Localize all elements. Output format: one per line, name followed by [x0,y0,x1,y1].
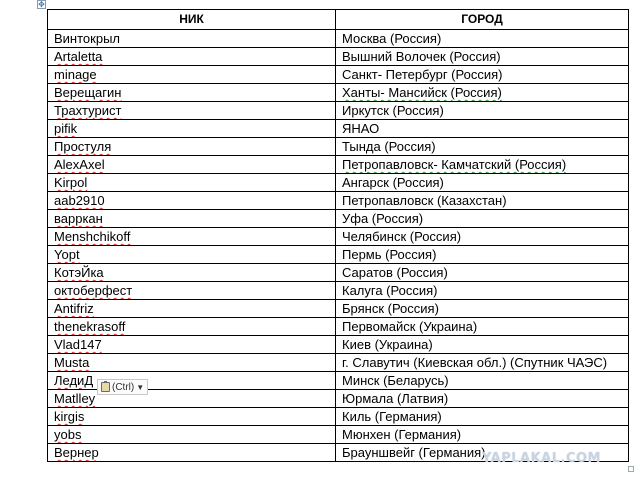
city-text: Мюнхен (Германия) [342,427,462,442]
table-row [48,174,629,192]
cell-city[interactable] [336,120,629,138]
city-text: Ангарск (Россия) [342,175,444,190]
watermark: YAPLAKAL.COM [482,451,601,466]
table-row [48,318,629,336]
city-text: Иркутск (Россия) [342,103,444,118]
nick-text: thenekrasoff [54,319,126,334]
city-text: Калуга (Россия) [342,283,438,298]
nick-text: Matlley [54,391,96,406]
cell-nick[interactable] [48,336,336,354]
cell-nick[interactable] [48,426,336,444]
cell-city[interactable] [336,84,629,102]
cell-nick[interactable] [48,174,336,192]
paste-options-label: (Ctrl) [112,381,135,393]
city-text: Санкт- Петербург (Россия) [342,67,503,82]
city-text: Пермь (Россия) [342,247,437,262]
cell-nick[interactable] [48,282,336,300]
city-text: Киев (Украина) [342,337,433,352]
city-text: Петропавловск (Казахстан) [342,193,507,208]
table-row [48,138,629,156]
cell-nick[interactable] [48,120,336,138]
table-resize-handle[interactable] [628,466,634,472]
nick-text: варркан [54,211,103,226]
table-row [48,48,629,66]
cell-nick[interactable] [48,408,336,426]
city-text: ЯНАО [342,121,380,136]
city-text: Москва (Россия) [342,31,442,46]
table-row [48,66,629,84]
table-row [48,282,629,300]
cell-nick[interactable] [48,444,336,462]
four-way-arrow-icon: ✥ [38,0,45,9]
city-text: Тында (Россия) [342,139,436,154]
table-row [48,102,629,120]
cell-nick[interactable] [48,156,336,174]
table-row [48,336,629,354]
cell-city[interactable] [336,282,629,300]
cell-city[interactable] [336,48,629,66]
table-row [48,210,629,228]
nick-text: Kirpol [54,175,88,190]
city-text: Брянск (Россия) [342,301,439,316]
cell-city[interactable] [336,210,629,228]
cell-nick[interactable] [48,192,336,210]
nick-text: kirgis [54,409,85,424]
triangle-down-icon: ▼ [136,382,145,392]
cell-nick[interactable] [48,102,336,120]
cell-nick[interactable] [48,84,336,102]
cell-city[interactable] [336,66,629,84]
cell-nick[interactable] [48,246,336,264]
cell-nick[interactable] [48,228,336,246]
nick-text: Antifriz [54,301,94,316]
nick-text: Винтокрыл [54,31,120,46]
cell-city[interactable] [336,192,629,210]
table-row [48,354,629,372]
nick-text: AlexAxel [54,157,105,172]
table-row [48,426,629,444]
city-text: Петропавловск- Камчатский (Россия) [342,157,567,172]
nick-text: ЛедиД [54,373,94,388]
nick-text: Вернер [54,445,99,460]
table-row [48,192,629,210]
nick-text: октоберфест [54,283,133,298]
city-text: Уфа (Россия) [342,211,424,226]
city-text: Юрмала (Латвия) [342,391,449,406]
nick-text: Yopt [54,247,80,262]
cell-nick[interactable] [48,264,336,282]
city-text: Ханты- Мансийск (Россия) [342,85,502,100]
cell-city[interactable] [336,174,629,192]
cell-city[interactable] [336,336,629,354]
clipboard-icon [101,382,110,392]
column-header-city[interactable]: ГОРОД [336,10,629,30]
city-text: Саратов (Россия) [342,265,448,280]
nick-text: Простуля [54,139,112,154]
cell-city[interactable] [336,426,629,444]
nick-text: Vlad147 [54,337,102,352]
cell-nick[interactable] [48,318,336,336]
city-text: Киль (Германия) [342,409,442,424]
cell-city[interactable] [336,300,629,318]
table-row [48,408,629,426]
cell-city[interactable] [336,30,629,48]
cell-city[interactable] [336,264,629,282]
cell-city[interactable] [336,354,629,372]
table-row [48,30,629,48]
paste-options-button[interactable] [97,379,148,395]
cell-city[interactable] [336,228,629,246]
cell-city[interactable] [336,102,629,120]
cell-nick[interactable] [48,354,336,372]
cell-nick[interactable] [48,138,336,156]
table-row [48,84,629,102]
table-row [48,444,629,462]
city-text: Вышний Волочек (Россия) [342,49,501,64]
cell-city[interactable] [336,318,629,336]
table-row [48,228,629,246]
cell-city[interactable] [336,372,629,390]
nick-text: Artaletta [54,49,103,64]
cell-city[interactable] [336,408,629,426]
nick-text: Musta [54,355,90,370]
cell-nick[interactable] [48,30,336,48]
cell-nick[interactable] [48,48,336,66]
table-row [48,246,629,264]
cell-city[interactable] [336,390,629,408]
nick-text: yobs [54,427,82,442]
cell-nick[interactable] [48,210,336,228]
table-move-handle[interactable] [37,0,46,9]
city-text: Брауншвейг (Германия) [342,445,486,460]
cell-nick[interactable] [48,390,336,408]
city-text: Челябинск (Россия) [342,229,462,244]
table-row [48,156,629,174]
nick-text: Трахтурист [54,103,122,118]
cell-city[interactable] [336,444,629,462]
column-header-nick[interactable]: НИК [48,10,336,30]
nick-text: aab2910 [54,193,105,208]
cell-nick[interactable] [48,300,336,318]
table-row [48,300,629,318]
cell-city[interactable] [336,138,629,156]
nick-text: КотэЙка [54,265,104,280]
cell-city[interactable] [336,156,629,174]
city-text: Минск (Беларусь) [342,373,449,388]
city-text: г. Славутич (Киевская обл.) (Спутник ЧАЭС) [342,355,608,370]
cell-nick[interactable] [48,372,336,390]
table-row [48,264,629,282]
nick-text: Menshchikoff [54,229,131,244]
table-row [48,120,629,138]
cell-nick[interactable] [48,66,336,84]
nick-text: pifik [54,121,78,136]
table-header-row [48,10,629,30]
city-text: Первомайск (Украина) [342,319,478,334]
cell-city[interactable] [336,246,629,264]
nick-text: minage [54,67,97,82]
nick-text: Верещагин [54,85,122,100]
